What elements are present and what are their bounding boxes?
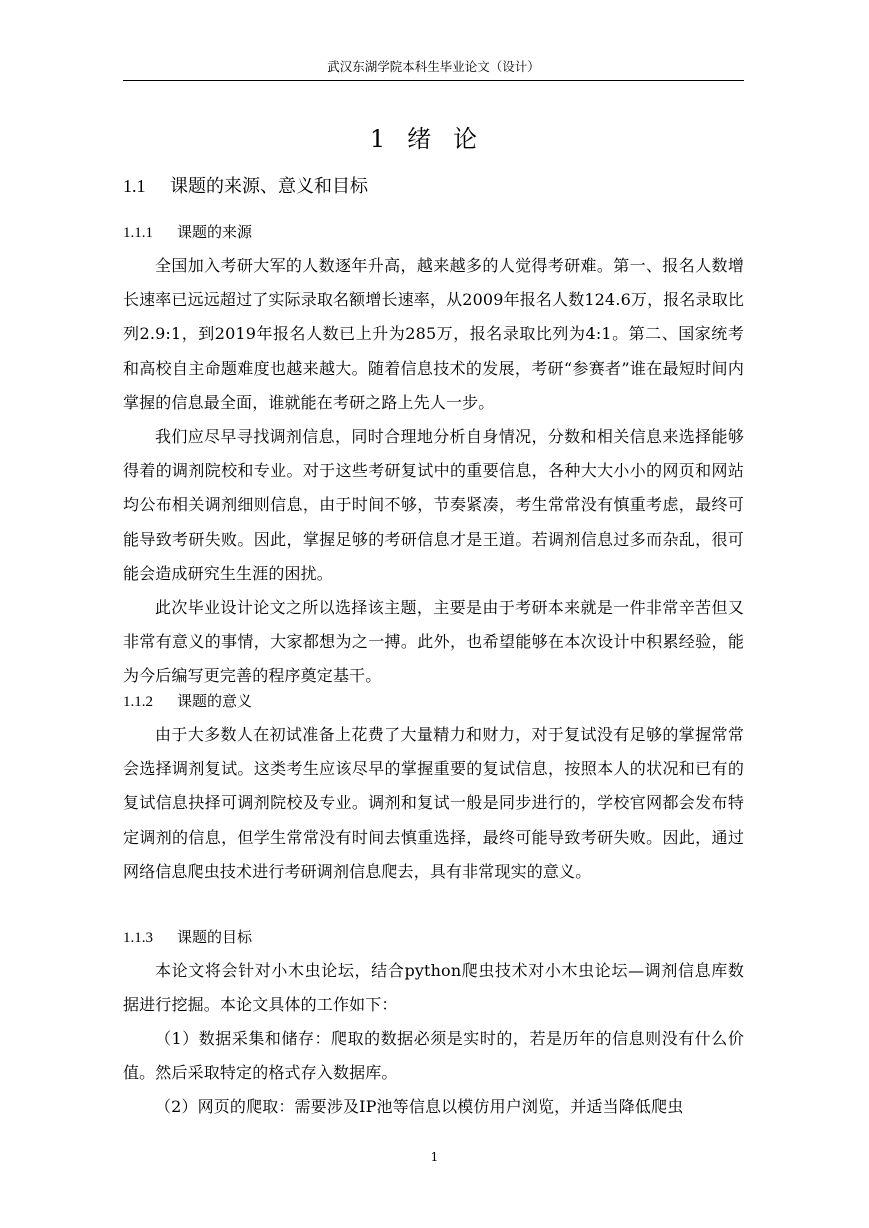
subsection-title: 课题的目标 bbox=[177, 928, 253, 946]
chapter-number: 1 bbox=[369, 125, 386, 153]
subsection-number: 1.1.1 bbox=[123, 225, 153, 241]
page-header: 武汉东湖学院本科生毕业论文（设计） bbox=[327, 59, 540, 74]
list-item: （1）数据采集和储存：爬取的数据必须是实时的，若是历年的信息则没有什么价值。然后采取特定的格式存入数据库。 bbox=[123, 1029, 744, 1083]
chapter-title bbox=[0, 122, 869, 156]
subsection-heading-1-1-2 bbox=[123, 690, 252, 713]
header-rule bbox=[123, 80, 744, 81]
paragraph: 我们应尽早寻找调剂信息，同时合理地分析自身情况，分数和相关信息来选择能够得着的调剂院校和专业。对于这些考研复试中的重要信息，各种大大小小的网页和网站均公布相关调剂细则信息，由于时间不够，节奏紧凑，考生常常没有慎重考虑，最终可能导致考研失败。因此，掌握足够的考研信息才是王道。若调剂信息过多而杂乱，很可能会造成研究生生涯的困扰。 bbox=[123, 427, 744, 583]
list-item: （2）网页的爬取：需要涉及IP池等信息以模仿用户浏览，并适当降低爬虫 bbox=[155, 1097, 684, 1116]
paragraph: 此次毕业设计论文之所以选择该主题，主要是由于考研本来就是一件非常辛苦但又非常有意义的事情，大家都想为之一搏。此外，也希望能够在本次设计中积累经验，能为今后编写更完善的程序奠定基干。 bbox=[123, 598, 744, 686]
section-heading-1-1 bbox=[123, 172, 368, 201]
subsection-title: 课题的意义 bbox=[177, 692, 253, 710]
paragraph: 由于大多数人在初试准备上花费了大量精力和财力，对于复试没有足够的掌握常常会选择调剂复试。这类考生应该尽早的掌握重要的复试信息，按照本人的状况和已有的复试信息抉择可调剂院校及专业。调剂和复试一般是同步进行的，学校官网都会发布特定调剂的信息，但学生常常没有时间去慎重选择，最终可能导致考研失败。因此，通过网络信息爬虫技术进行考研调剂信息爬去，具有非常现实的意义。 bbox=[123, 725, 744, 881]
section-number: 1.1 bbox=[123, 176, 146, 196]
subsection-number: 1.1.3 bbox=[123, 930, 153, 946]
subsection-heading-1-1-1 bbox=[123, 221, 252, 244]
paragraph: 全国加入考研大军的人数逐年升高，越来越多的人觉得考研难。第一、报名人数增长速率已远远超过了实际录取名额增长速率，从2009年报名人数124.6万，报名录取比列2.9:1，到2019年报名人数已上升为285万，报名录取比列为4:1。第二、国家统考和高校自主命题难度也越来越大。随着信息技术的发展，考研“参赛者”谁在最短时间内掌握的信息最全面，谁就能在考研之路上先人一步。 bbox=[123, 256, 744, 412]
chapter-title-text: 绪论 bbox=[407, 125, 500, 153]
page-number: 1 bbox=[430, 1150, 439, 1164]
section-title: 课题的来源、意义和目标 bbox=[170, 176, 368, 197]
paragraph: 本论文将会针对小木虫论坛，结合python爬虫技术对小木虫论坛—调剂信息库数据进行挖掘。本论文具体的工作如下： bbox=[123, 961, 744, 1015]
subsection-number: 1.1.2 bbox=[123, 694, 153, 710]
subsection-heading-1-1-3 bbox=[123, 926, 252, 949]
subsection-title: 课题的来源 bbox=[177, 223, 253, 241]
